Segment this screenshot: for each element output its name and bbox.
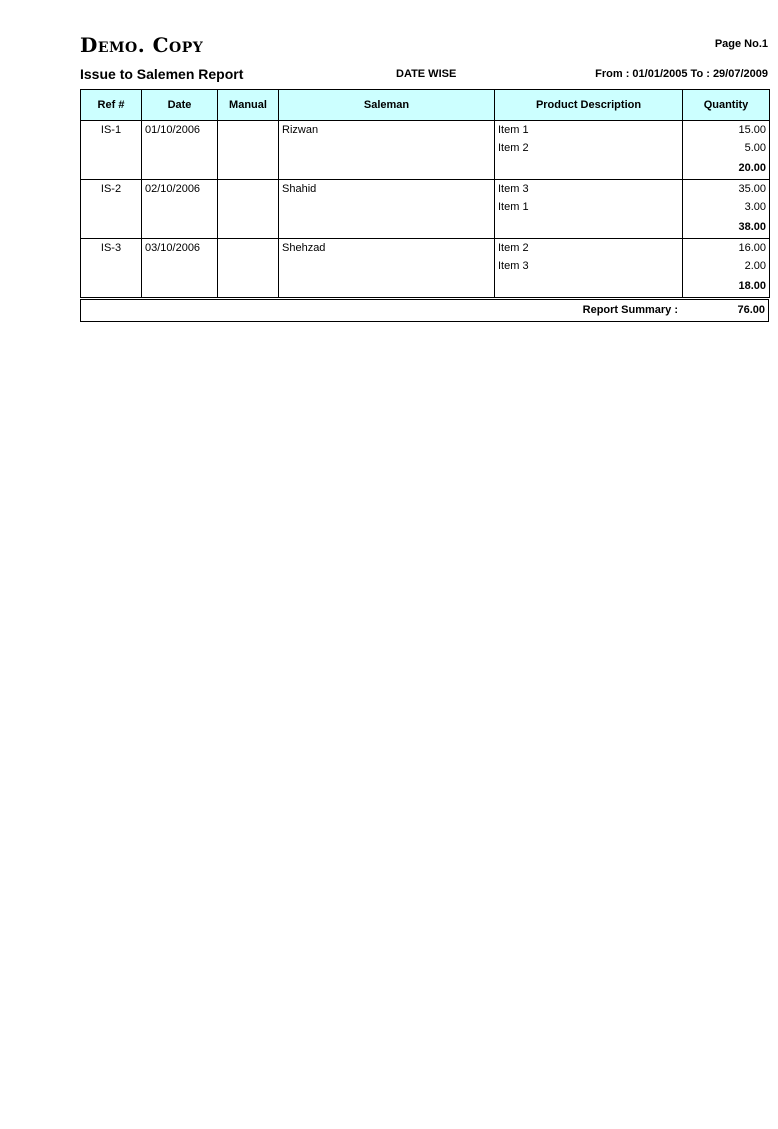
manual-value [218, 239, 278, 257]
ref-cell [81, 121, 142, 180]
quantity-cell [683, 180, 770, 239]
manual-value [218, 121, 278, 139]
ref-cell [81, 180, 142, 239]
product-value: Item 2 [498, 142, 529, 154]
product-cell [495, 180, 683, 239]
product-value: Item 2 [498, 242, 529, 254]
page-number: Page No.1 [714, 38, 768, 50]
product-cell [495, 239, 683, 298]
ref-value: IS-3 [100, 242, 122, 254]
ref-value: IS-1 [100, 124, 122, 136]
column-header-quantity: Quantity [683, 90, 770, 121]
product-value: Item 1 [498, 124, 529, 136]
saleman-value: Shahid [282, 183, 317, 195]
quantity-cell [683, 239, 770, 298]
column-header-ref: Ref # [81, 90, 142, 121]
table-row [81, 121, 770, 180]
product-value: Item 3 [498, 183, 529, 195]
quantity-value: 2.00 [744, 260, 766, 272]
date-range: From : 01/01/2005 To : 29/07/2009 [595, 68, 768, 80]
product-value: Item 1 [498, 201, 529, 213]
manual-cell [218, 180, 279, 239]
report-title: Issue to Salemen Report [80, 66, 244, 82]
quantity-cell [683, 121, 770, 180]
date-cell [142, 180, 218, 239]
report-mode: DATE WISE [396, 68, 457, 80]
saleman-cell [279, 121, 495, 180]
saleman-cell [279, 239, 495, 298]
manual-value [218, 180, 278, 198]
date-value: 03/10/2006 [145, 242, 201, 254]
quantity-value: 5.00 [744, 142, 766, 154]
column-header-date: Date [142, 90, 218, 121]
report-summary [80, 299, 769, 322]
ref-cell [81, 239, 142, 298]
quantity-value: 15.00 [738, 124, 766, 136]
manual-cell [218, 121, 279, 180]
column-header-product: Product Description [495, 90, 683, 121]
saleman-value: Rizwan [282, 124, 319, 136]
date-cell [142, 121, 218, 180]
manual-cell [218, 239, 279, 298]
saleman-value: Shehzad [282, 242, 326, 254]
summary-value: 76.00 [737, 304, 765, 316]
table-header-row [81, 90, 770, 121]
quantity-subtotal: 38.00 [738, 221, 766, 233]
column-header-manual: Manual [218, 90, 279, 121]
quantity-subtotal: 18.00 [738, 280, 766, 292]
quantity-value: 16.00 [738, 242, 766, 254]
date-value: 01/10/2006 [145, 124, 201, 136]
date-cell [142, 239, 218, 298]
ref-value: IS-2 [100, 183, 122, 195]
quantity-value: 3.00 [744, 201, 766, 213]
column-header-saleman: Saleman [279, 90, 495, 121]
date-value: 02/10/2006 [145, 183, 201, 195]
product-cell [495, 121, 683, 180]
table-row [81, 239, 770, 298]
saleman-cell [279, 180, 495, 239]
summary-label: Report Summary : [582, 304, 678, 316]
issue-report-table [80, 89, 770, 298]
table-row [81, 180, 770, 239]
product-value: Item 3 [498, 260, 529, 272]
quantity-value: 35.00 [738, 183, 766, 195]
quantity-subtotal: 20.00 [738, 162, 766, 174]
demo-copy-title: Demo. Copy [80, 33, 204, 57]
